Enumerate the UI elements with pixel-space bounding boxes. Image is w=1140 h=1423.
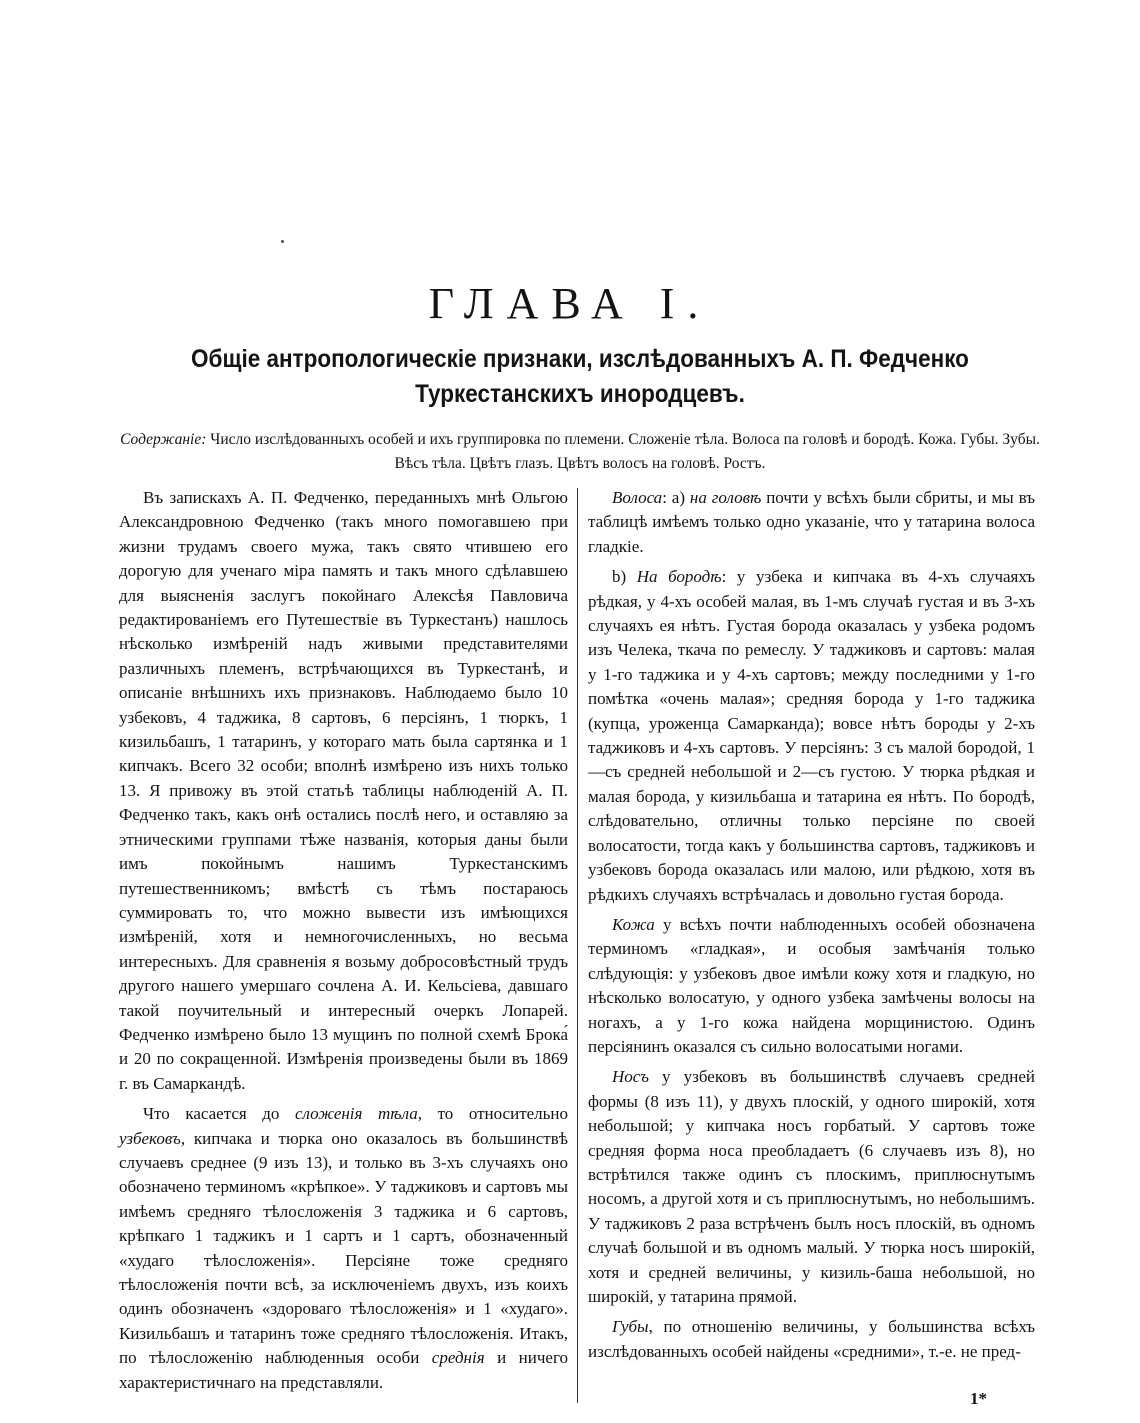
paragraph-nose: Носъ у узбековъ въ большинствѣ случаевъ средней формы (8 изъ 11), у двухъ плоскій, у одного широкій, хотя небольшой; у кипчака носъ горбатый. У сартовъ тоже средняя форма носа преобладаетъ (6 случаевъ изъ 8), но встрѣтился также одинъ съ плоскимъ, приплюснутымъ носомъ, а другой хотя и съ приплюснутымъ, но небольшимъ. У таджиковъ 2 раза встрѣченъ былъ носъ плоскій, въ одномъ случаѣ большой и въ одномъ малый. У тюрка носъ широкій, хотя и средней величины, у кизиль-баша небольшой, но широкій, у татарина прямой. bbox=[588, 1067, 1035, 1306]
paragraph-body-build: Что касается до сложенія тѣла, то относительно узбековъ, кипчака и тюрка оно оказалось въ большинствѣ случаевъ среднее (9 изъ 13), и только въ 3-хъ случаяхъ оно обозначено терминомъ «крѣпкое». У таджиковъ и сартовъ мы имѣемъ средняго тѣлосложенія 3 таджика и 6 сартовъ, крѣпкаго 1 таджикъ и 1 сартъ и 1 сартъ, обозначенный «худаго тѣлосложенія». Персіяне тоже средняго тѣлосложенія почти всѣ, за исключеніемъ двухъ, изъ коихъ одинъ обозначенъ «здороваго тѣлосложенія» и 1 «худаго». Кизильбашъ и татаринъ тоже средняго тѣлосложенія. Итакъ, по тѣлосложенію наблюденныя особи среднія и ничего характеристичнаго на представляли. bbox=[119, 1104, 569, 1392]
paragraph-intro: Въ запискахъ А. П. Федченко, переданныхъ мнѣ Ольгою Александровною Федченко (такъ много помогавшею при жизни трудамъ своего мужа, такъ свято чтившею его дорогую для ученаго міра память и такъ много сдѣлавшею для выясненія заслугъ покойнаго Алексѣя Павловича редактированіемъ его Путешествіе въ Туркестанъ) нашлось нѣсколько измѣреній надъ живыми представителями различныхъ племенъ, встрѣчающихся въ Туркестанѣ, и описаніе внѣшнихъ ихъ признаковъ. Наблюдаемо было 10 узбековъ, 4 таджика, 8 сартовъ, 6 персіянъ, 1 тюркъ, 1 кизильбашъ, 1 татаринъ, у котораго мать была сартянка и 1 кипчакъ. Всего 32 особи; вполнѣ измѣрено изъ нихъ только 13. Я привожу въ этой статьѣ таблицы наблюденій А. П. Федченко такъ, какъ онѣ остались послѣ него, и оставляю за этническими группами тѣже названія, которыя даны были имъ покойнымъ нашимъ Туркестанскимъ путешественникомъ; вмѣстѣ съ тѣмъ постараюсь суммировать то, что можно вывести изъ имѣющихся измѣреній, хотя и немногочисленныхъ, но весьма интересныхъ. Для сравненія я возьму добросовѣстный трудъ другого нашего умершаго сочлена А. И. Кельсіева, давшаго такой поучительный и интересный очеркъ Лопарей. Федченко измѣрено было 13 мущинъ по полной схемѣ Брока́ и 20 по сокращенной. Измѣренія произведены были въ 1869 г. въ Самаркандѣ. bbox=[119, 488, 568, 1093]
scan-speck bbox=[281, 240, 284, 243]
paragraph-skin: Кожа у всѣхъ почти наблюденныхъ особей обозначена терминомъ «гладкая», и особыя замѣчанія только слѣдующія: у узбековъ двое имѣли кожу хотя и гладкую, но нѣсколько волосатую, у одного узбека замѣчены волосы на ногахъ, а у 1-го кожа найдена морщинистою. Одинъ персіянинъ оказался съ сильно волосатыми ногами. bbox=[588, 914, 1035, 1056]
left-column bbox=[119, 486, 568, 1401]
column-divider bbox=[577, 488, 578, 1403]
chapter-title: ГЛАВА I. bbox=[428, 279, 712, 328]
chapter-contents bbox=[110, 428, 1050, 476]
right-column bbox=[588, 486, 1035, 1370]
chapter-subtitle: Общіе антропологическіе признаки, изслѣдованныхъ А. П. Федченко Туркестанскихъ инородцевъ. bbox=[191, 345, 969, 408]
contents-label: Содержаніе: bbox=[120, 431, 207, 448]
paragraph-beard: b) На бородѣ: у узбека и кипчака въ 4-хъ случаяхъ рѣдкая, у 4-хъ особей малая, въ 1-мъ случаѣ густая и въ 3-хъ случаяхъ ея нѣтъ. Густая борода оказалась у узбека родомъ изъ Челека, ткача по ремеслу. У таджиковъ и сартовъ: малая у 1-го таджика и у 4-хъ сартовъ; между последними у 1-го помѣтка «очень малая»; средняя борода у 1-го таджика (купца, уроженца Самарканда); вовсе нѣтъ бороды у 2-хъ таджиковъ и 4-хъ сартовъ. У персіянъ: 3 съ малой бородой, 1—съ средней небольшой и 2—съ густою. У тюрка рѣдкая и малая борода, у кизильбаша и татарина ея нѣтъ. По бородѣ, слѣдовательно, отличны только персіяне по своей волосатости, тогда какъ у большинства сартовъ, таджиковъ и узбековъ борода оказалась или малою, или рѣдкою, хотя въ рѣдкихъ случаяхъ встрѣчалась и довольно густая борода. bbox=[588, 567, 1035, 904]
paragraph-lips: Губы, по отношенію величины, у большинства всѣхъ изслѣдованныхъ особей найдены «средними», т.-е. не пред- bbox=[588, 1317, 1035, 1361]
contents-text: Число изслѣдованныхъ особей и ихъ группировка по племени. Сложеніе тѣла. Волоса па головѣ и бородѣ. Кожа. Губы. Зубы. Вѣсъ тѣла. Цвѣтъ глазъ. Цвѣтъ волосъ на головѣ. Ростъ. bbox=[210, 431, 1040, 472]
paragraph-hair-head: Волоса: а) на головѣ почти у всѣхъ были сбриты, и мы въ таблицѣ имѣемъ только одно указаніе, что у татарина волоса гладкіе. bbox=[588, 488, 1035, 556]
signature-mark: 1* bbox=[970, 1389, 987, 1408]
